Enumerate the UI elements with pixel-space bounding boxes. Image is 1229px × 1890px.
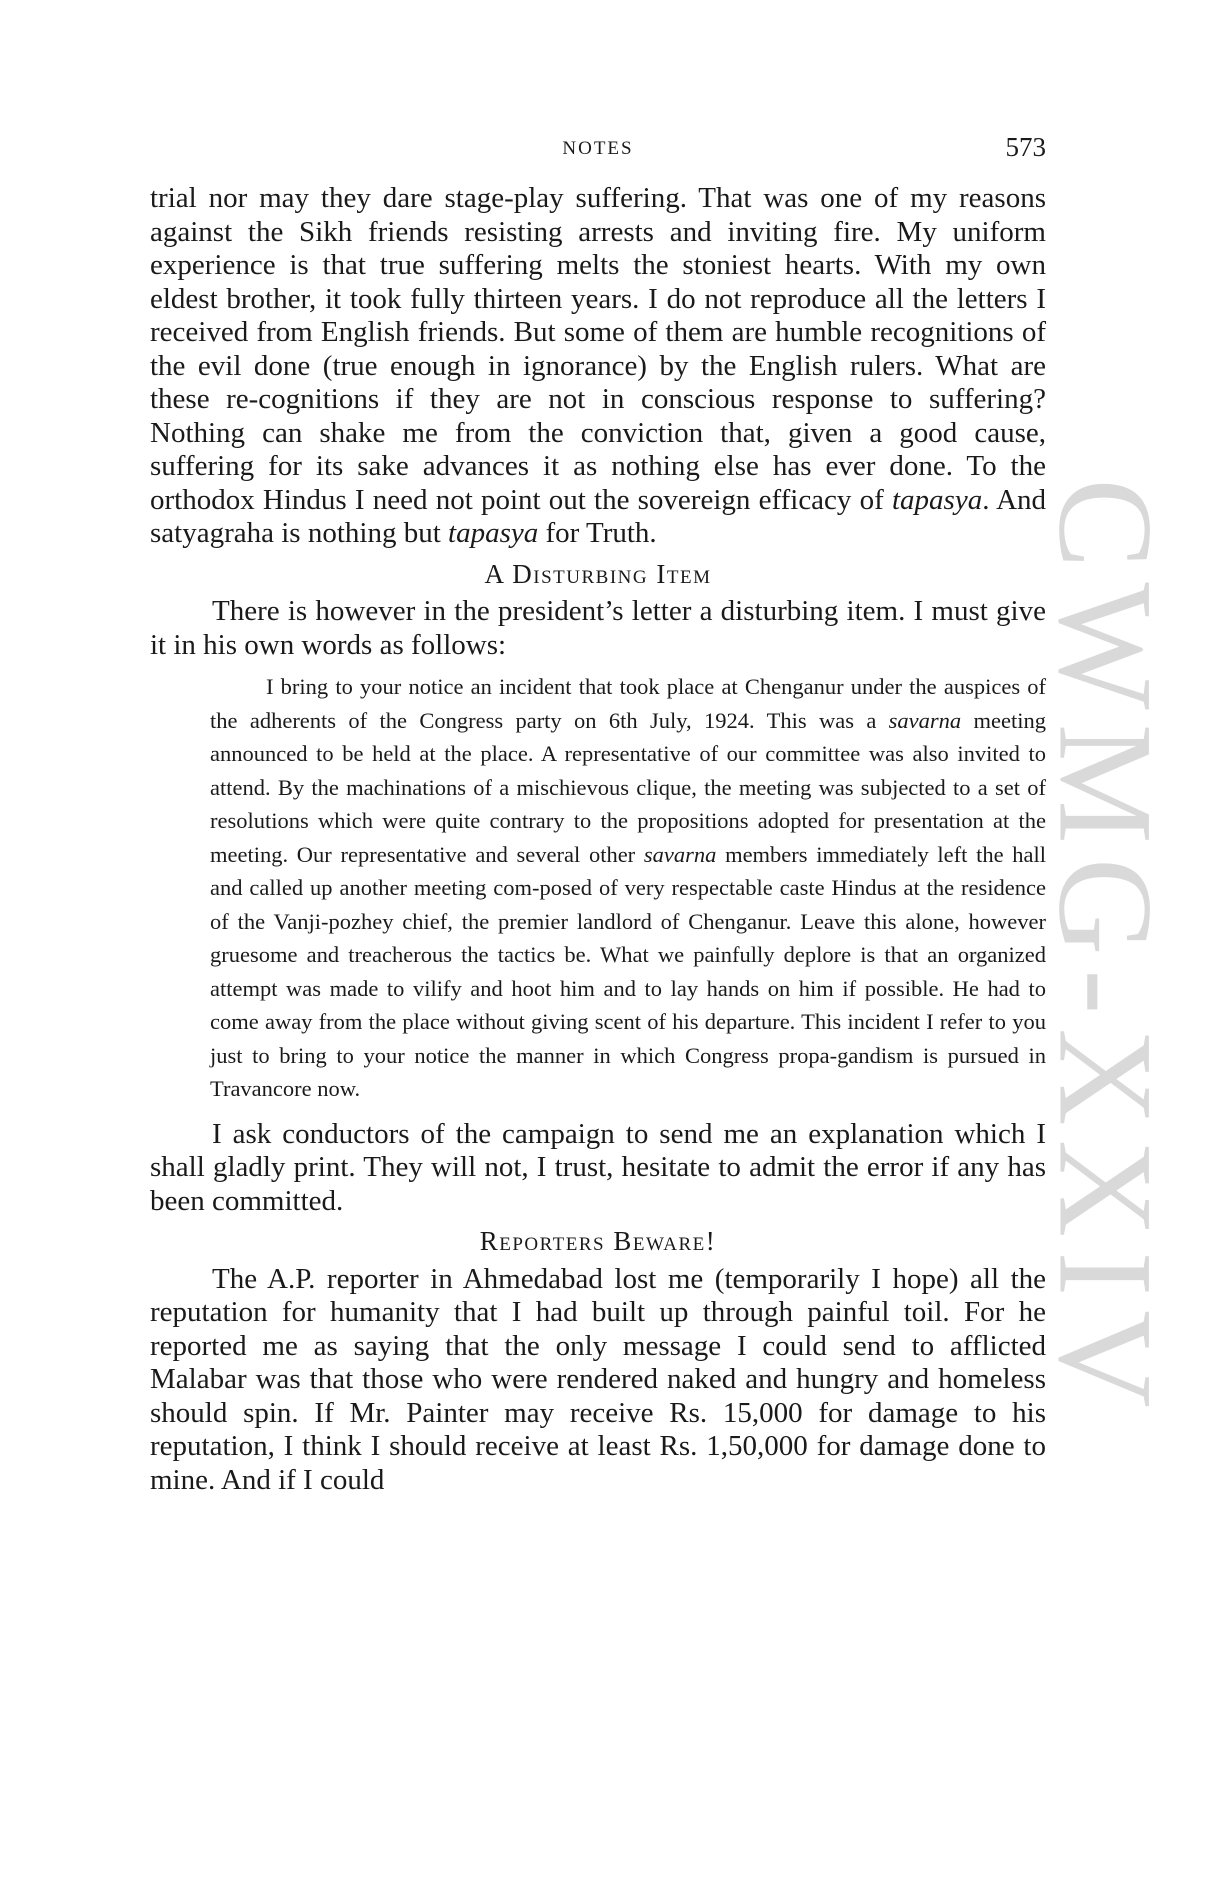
paragraph-3: I ask conductors of the campaign to send me an explanation which I shall gladly print. They will not, I trust, hesitate to admit the error if any has been committed. bbox=[150, 1117, 1046, 1217]
paragraph-4: The A.P. reporter in Ahmedabad lost me (temporarily I hope) all the reputation for humanity that I had built up through painful toil. For he reported me as saying that the only message I could send to afflicted Malabar was that those who were rendered naked and hungry and homeless should spin. If Mr. Painter may receive Rs. 15,000 for damage to his reputation, I think I should receive at least Rs. 1,50,000 for damage done to mine. And if I could bbox=[150, 1262, 1046, 1496]
paragraph-1 bbox=[150, 182, 1046, 551]
quote-part-3: members immediately left the hall and called up another meeting com-posed of very respectable caste Hindus at the residence of the Vanji-pozhey chief, the premier landlord of Chenganur. Leave this alone, however gruesome and treacherous the tactics be. What we painfully deplore is that an organized attempt was made to vilify and hoot him and to lay hands on him if possible. He had to come away from the place without giving scent of his departure. This incident I refer to you just to bring to your notice the manner in which Congress propa-gandism is pursued in Travancore now. bbox=[210, 841, 1046, 1101]
quote-emphasis-2: savarna bbox=[643, 841, 717, 867]
running-head: NOTES bbox=[562, 138, 634, 159]
watermark bbox=[1030, 440, 1180, 1460]
section-heading-disturbing-item: A Disturbing Item bbox=[484, 558, 712, 589]
paragraph-1-end: for Truth. bbox=[538, 517, 657, 549]
section-heading-reporters-beware: Reporters Beware! bbox=[479, 1226, 717, 1256]
quote-emphasis-1: savarna bbox=[888, 707, 962, 733]
paragraph-1-text: trial nor may they dare stage-play suffering. That was one of my reasons against the Sikh friends resisting arrests and inviting fire. My uniform experience is that true suffering melts the stoniest hearts. With my own eldest brother, it took fully thirteen years. I do not reproduce all the letters I received from English friends. But some of them are humble recognitions of the evil done (true enough in ignorance) by the English rulers. What are these re-cognitions if they are not in conscious response to suffering? Nothing can shake me from the conviction that, given a good cause, suffering for its sake advances it as nothing else has ever done. To the orthodox Hindus I need not point out the sovereign efficacy of bbox=[150, 182, 1046, 516]
block-quote-text bbox=[210, 670, 1046, 1106]
quote-part-2: meeting announced to be held at the place. A representative of our committee was also invited to attend. By the machinations of a mischievous clique, the meeting was subjected to a set of resolutions which were quite contrary to the propositions adopted for presentation at the meeting. Our representative and several other bbox=[210, 707, 1046, 867]
paragraph-1-emphasis-2: tapasya bbox=[448, 517, 539, 549]
page-number: 573 bbox=[1005, 132, 1046, 162]
paragraph-1-emphasis-1: tapasya bbox=[892, 483, 983, 516]
paragraph-2: There is however in the president’s letter a disturbing item. I must give it in his own words as follows: bbox=[150, 595, 1046, 661]
body-text bbox=[150, 182, 1046, 1497]
paragraph-1-middle: . And satyagraha is nothing but bbox=[150, 483, 1047, 549]
page-header bbox=[150, 132, 1046, 166]
quote-part-1: I bring to your notice an incident that took place at Chenganur under the auspices of the adherents of the Congress party on 6th July, 1924. This was a bbox=[210, 674, 1046, 733]
watermark-text: CWMG-XXIV bbox=[1030, 478, 1180, 1422]
block-quote bbox=[210, 670, 1046, 1106]
